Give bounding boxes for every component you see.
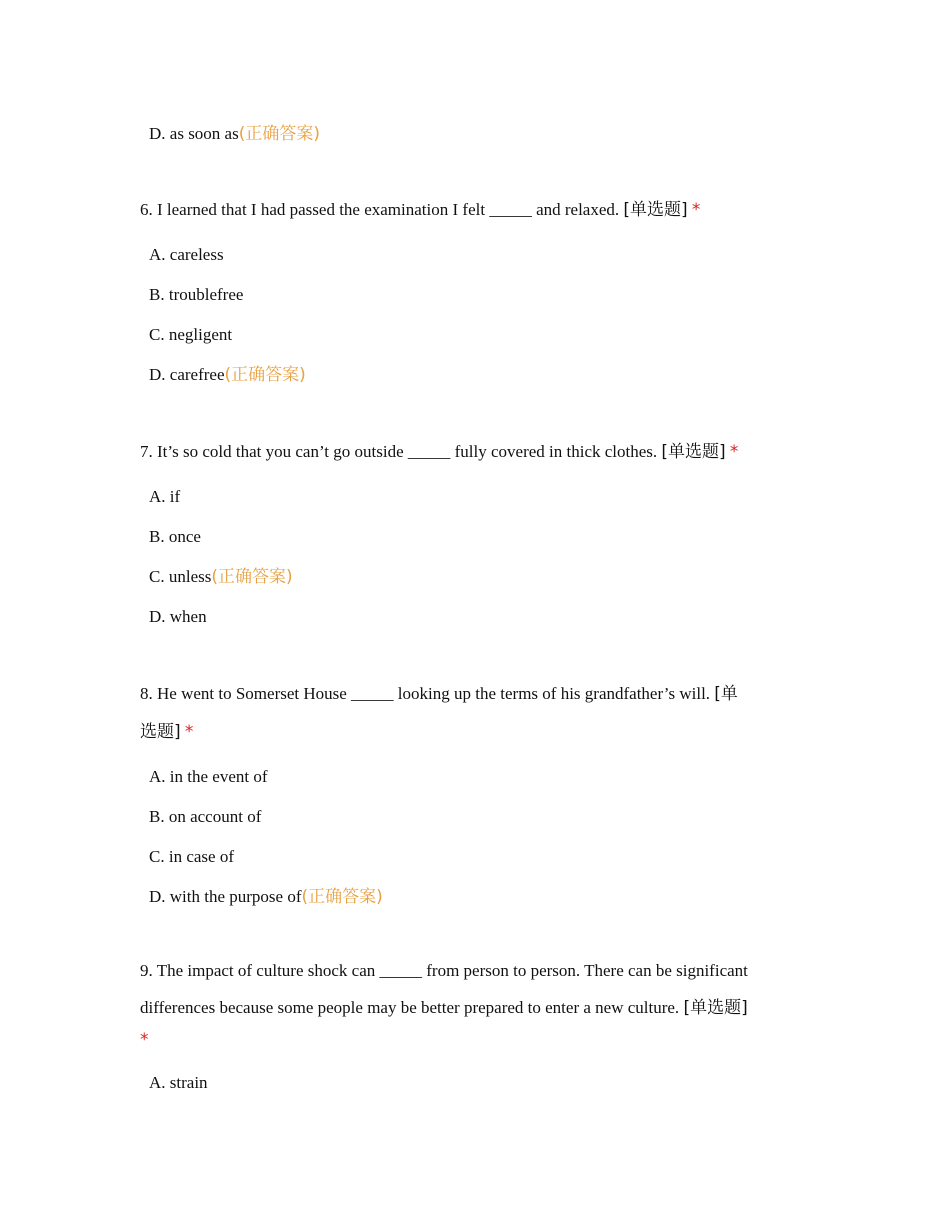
option-letter: D.	[149, 607, 166, 626]
question-text: 7. It’s so cold that you can’t go outside _____ fully covered in thick clothes.	[140, 442, 658, 461]
question-type-label: [单选题]	[683, 998, 748, 1018]
option-letter: D.	[149, 365, 166, 384]
option-text: strain	[169, 1073, 208, 1092]
required-star: *	[729, 442, 739, 462]
question-9	[140, 952, 820, 1027]
required-star: *	[691, 200, 701, 220]
option-text: if	[169, 487, 181, 506]
option-letter: B.	[149, 285, 165, 304]
option-text: in the event of	[169, 767, 268, 786]
option-letter: A.	[149, 1073, 166, 1092]
option-text: in case of	[168, 847, 234, 866]
option-letter: A.	[149, 245, 166, 264]
option-text: with the purpose of	[169, 887, 302, 906]
q8-option-c[interactable]	[149, 846, 234, 868]
q5-option-d[interactable]	[149, 123, 320, 145]
q6-option-d[interactable]	[149, 364, 306, 386]
correct-answer-marker: (正确答案)	[301, 887, 383, 907]
q8-option-d[interactable]	[149, 886, 383, 908]
option-text: unless	[168, 567, 212, 586]
option-text: when	[169, 607, 207, 626]
option-letter: C.	[149, 847, 165, 866]
option-letter: C.	[149, 567, 165, 586]
correct-answer-marker: (正确答案)	[238, 124, 320, 144]
option-text: as soon as	[169, 124, 239, 143]
option-text: negligent	[168, 325, 233, 344]
option-letter: B.	[149, 807, 165, 826]
required-star: *	[184, 722, 194, 742]
q8-option-b[interactable]	[149, 806, 261, 828]
question-text: 6. I learned that I had passed the examination I felt _____ and relaxed.	[140, 200, 620, 219]
question-text-line2: differences because some people may be better prepared to enter a new culture.	[140, 998, 680, 1017]
option-text: careless	[169, 245, 224, 264]
option-text: carefree	[169, 365, 225, 384]
question-6	[140, 191, 820, 229]
q7-option-b[interactable]	[149, 526, 201, 548]
option-letter: D.	[149, 124, 166, 143]
option-letter: B.	[149, 527, 165, 546]
option-text: once	[168, 527, 201, 546]
question-8	[140, 675, 820, 751]
q6-option-c[interactable]	[149, 324, 232, 346]
question-type-label-part2: 选题]	[140, 722, 181, 742]
correct-answer-marker: (正确答案)	[211, 567, 293, 587]
correct-answer-marker: (正确答案)	[224, 365, 306, 385]
question-text-line1: 9. The impact of culture shock can _____ from person to person. There can be significant	[140, 961, 748, 980]
question-9-required	[140, 1026, 820, 1054]
option-letter: A.	[149, 487, 166, 506]
q9-option-a[interactable]	[149, 1072, 208, 1094]
option-text: on account of	[168, 807, 262, 826]
q7-option-d[interactable]	[149, 606, 207, 628]
q6-option-b[interactable]	[149, 284, 243, 306]
q7-option-a[interactable]	[149, 486, 180, 508]
question-type-label-part1: [单	[714, 684, 738, 704]
question-text: 8. He went to Somerset House _____ looking up the terms of his grandfather’s will.	[140, 684, 711, 703]
q7-option-c[interactable]	[149, 566, 293, 588]
option-letter: A.	[149, 767, 166, 786]
question-7	[140, 433, 820, 471]
question-type-label: [单选题]	[623, 200, 688, 220]
option-text: troublefree	[168, 285, 244, 304]
q8-option-a[interactable]	[149, 766, 268, 788]
q6-option-a[interactable]	[149, 244, 224, 266]
option-letter: D.	[149, 887, 166, 906]
question-type-label: [单选题]	[661, 442, 726, 462]
required-star: *	[140, 1030, 149, 1050]
option-letter: C.	[149, 325, 165, 344]
